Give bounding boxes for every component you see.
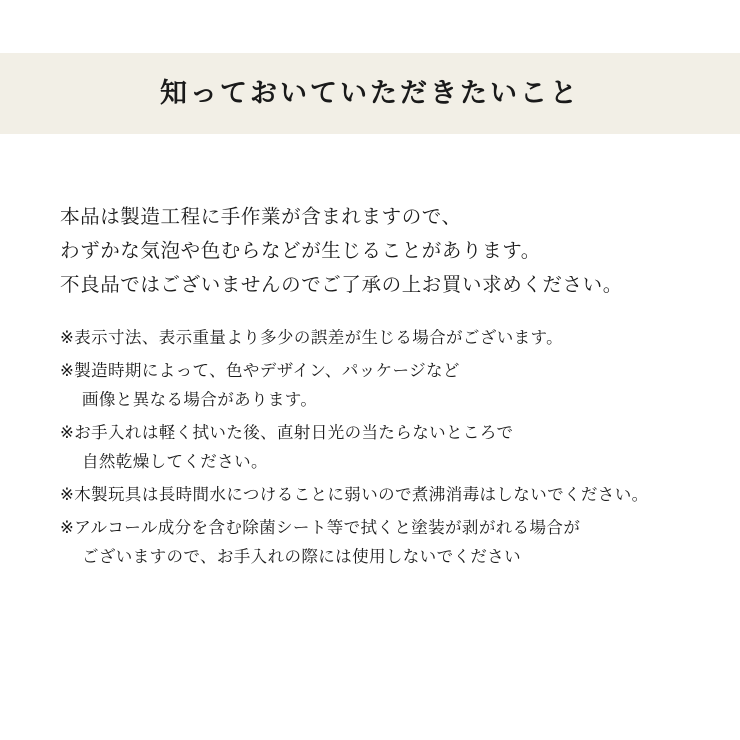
list-item — [60, 481, 700, 510]
note-line: ※木製玩具は長時間水につけることに弱いので煮沸消毒はしないでください。 — [60, 486, 649, 504]
list-item — [60, 324, 700, 353]
list-item — [60, 419, 700, 477]
note-line-continuation: 画像と異なる場合があります。 — [82, 391, 318, 409]
page-title: 知っておいていただきたいこと — [160, 78, 580, 108]
note-line: ※製造時期によって、色やデザイン、パッケージなど — [60, 362, 460, 380]
note-line-continuation: ございますので、お手入れの際には使用しないでください — [82, 548, 522, 566]
note-line: ※アルコール成分を含む除菌シート等で拭くと塗装が剥がれる場合が — [60, 519, 581, 537]
list-item — [60, 357, 700, 415]
notice-content — [60, 200, 700, 576]
lead-paragraph-line: 不良品ではございませんのでご了承の上お買い求めください。 — [60, 274, 623, 296]
lead-paragraph — [60, 200, 700, 302]
notes-list — [60, 324, 700, 572]
note-line: ※お手入れは軽く拭いた後、直射日光の当たらないところで — [60, 424, 514, 442]
list-item — [60, 514, 700, 572]
note-line-continuation: 自然乾燥してください。 — [82, 453, 268, 471]
lead-paragraph-line: わずかな気泡や色むらなどが生じることがあります。 — [60, 240, 541, 262]
lead-paragraph-line: 本品は製造工程に手作業が含まれますので、 — [60, 206, 462, 228]
note-line: ※表示寸法、表示重量より多少の誤差が生じる場合がございます。 — [60, 329, 564, 347]
page-header-band — [0, 53, 740, 134]
